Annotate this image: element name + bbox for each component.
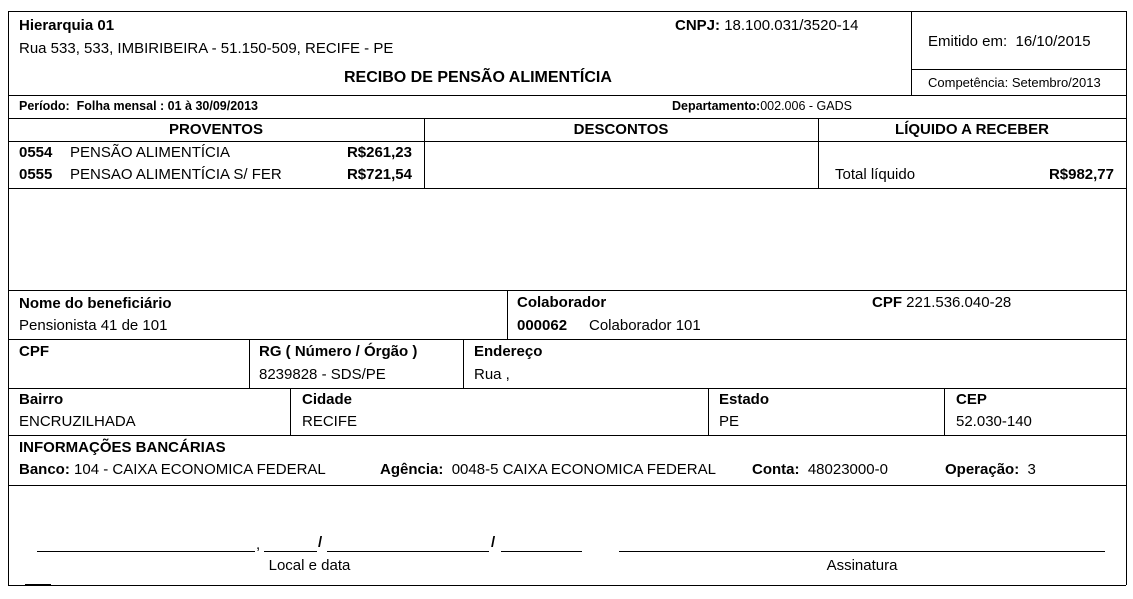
- colaborador-cpf: [872, 294, 1011, 311]
- banco-info: [19, 461, 326, 478]
- assinatura-label: Assinatura: [826, 557, 898, 574]
- items-bottom-line: [8, 188, 1126, 189]
- local-divider-1: [290, 388, 291, 435]
- beneficiario-divider: [507, 290, 508, 339]
- endereco-value: Rua ,: [474, 366, 510, 383]
- colaborador-label: Colaborador: [517, 294, 607, 311]
- total-liquido-label: Total líquido: [835, 166, 916, 183]
- provento-value: R$261,23: [346, 144, 412, 161]
- docs-divider-2: [463, 339, 464, 388]
- estado-label: Estado: [719, 391, 770, 408]
- banco-label: Banco:: [19, 461, 70, 478]
- cep-value: 52.030-140: [956, 413, 1032, 430]
- colaborador-cpf-value: 221.536.040-28: [906, 294, 1012, 311]
- document-title: RECIBO DE PENSÃO ALIMENTÍCIA: [344, 69, 612, 86]
- company-name: Hierarquia 01: [19, 17, 115, 34]
- agencia-value: 0048-5 CAIXA ECONOMICA FEDERAL: [451, 461, 716, 478]
- company-address: Rua 533, 533, IMBIRIBEIRA - 51.150-509, RECIFE - PE: [19, 40, 394, 57]
- docs-bottom-line: [8, 388, 1126, 389]
- cpf-label: CPF: [19, 343, 49, 360]
- signature-line: [619, 551, 1105, 552]
- date-separator-comma: ,: [256, 536, 261, 553]
- provento-code: 0554: [19, 144, 53, 161]
- beneficiario-value: Pensionista 41 de 101: [19, 317, 168, 334]
- header-divider: [911, 11, 912, 95]
- border-top: [8, 11, 1126, 12]
- provento-value: R$721,54: [346, 166, 412, 183]
- emitido: [928, 33, 1091, 50]
- competencia: Competência: Setembro/2013: [928, 75, 1101, 90]
- operacao-info: [945, 461, 1036, 478]
- date-separator-slash: /: [318, 534, 323, 551]
- conta-info: [752, 461, 888, 478]
- day-line: [264, 551, 317, 552]
- provento-description: PENSÃO ALIMENTÍCIA: [70, 144, 231, 161]
- docs-divider-1: [249, 339, 250, 388]
- departamento-value: 002.006 - GADS: [760, 99, 852, 113]
- local-divider-3: [944, 388, 945, 435]
- local-data-label: Local e data: [268, 557, 351, 574]
- total-liquido-value: R$982,77: [1048, 166, 1114, 183]
- local-line: [37, 551, 255, 552]
- border-right: [1126, 11, 1127, 585]
- departamento: [672, 99, 852, 113]
- local-bottom-line: [8, 435, 1126, 436]
- col-liquido-header: LÍQUIDO A RECEBER: [895, 121, 1049, 138]
- header-box-divider: [911, 69, 1126, 70]
- cep-label: CEP: [956, 391, 987, 408]
- periodo-bottom-line: [8, 118, 1126, 119]
- cnpj-label: CNPJ:: [675, 17, 721, 34]
- bairro-value: ENCRUZILHADA: [19, 413, 136, 430]
- blank-area-bottom-line: [8, 290, 1126, 291]
- provento-description: PENSAO ALIMENTÍCIA S/ FER: [70, 166, 282, 183]
- date-separator-slash: /: [491, 534, 496, 551]
- bairro-label: Bairro: [19, 391, 64, 408]
- cidade-value: RECIFE: [302, 413, 358, 430]
- provento-code: 0555: [19, 166, 53, 183]
- departamento-label: Departamento:: [672, 99, 761, 113]
- colaborador-cpf-label: CPF: [872, 294, 902, 311]
- periodo: [19, 99, 258, 113]
- local-divider-2: [708, 388, 709, 435]
- conta-label: Conta:: [752, 461, 800, 478]
- operacao-value: 3: [1027, 461, 1036, 478]
- beneficiario-bottom-line: [8, 339, 1126, 340]
- year-line: [501, 551, 582, 552]
- conta-value: 48023000-0: [807, 461, 888, 478]
- endereco-label: Endereço: [474, 343, 543, 360]
- banco-value: 104 - CAIXA ECONOMICA FEDERAL: [74, 461, 326, 478]
- banco-title: INFORMAÇÕES BANCÁRIAS: [19, 439, 226, 456]
- rg-label: RG ( Número / Órgão ): [259, 343, 418, 360]
- emitido-label: Emitido em:: [928, 33, 1008, 50]
- cnpj-value: 18.100.031/3520-14: [724, 17, 859, 34]
- border-bottom: [8, 585, 1126, 586]
- periodo-value: Folha mensal : 01 à 30/09/2013: [76, 99, 259, 113]
- emitido-value: 16/10/2015: [1015, 33, 1091, 50]
- agencia-label: Agência:: [380, 461, 444, 478]
- colaborador-name: Colaborador 101: [589, 317, 701, 334]
- border-left: [8, 11, 9, 585]
- estado-value: PE: [719, 413, 740, 430]
- col-proventos-header: PROVENTOS: [169, 121, 263, 138]
- header-bottom-line: [8, 95, 1126, 96]
- rg-value: 8239828 - SDS/PE: [259, 366, 386, 383]
- periodo-label: Período:: [19, 99, 70, 113]
- cnpj: [675, 17, 858, 34]
- beneficiario-label: Nome do beneficiário: [19, 295, 172, 312]
- agencia-info: [380, 461, 716, 478]
- banco-bottom-line: [8, 485, 1126, 486]
- operacao-label: Operação:: [945, 461, 1020, 478]
- columns-header-line: [8, 141, 1126, 142]
- colaborador-code: 000062: [517, 317, 568, 334]
- footer-mark: [25, 584, 51, 586]
- col-descontos-header: DESCONTOS: [573, 121, 669, 138]
- cidade-label: Cidade: [302, 391, 353, 408]
- month-line: [327, 551, 489, 552]
